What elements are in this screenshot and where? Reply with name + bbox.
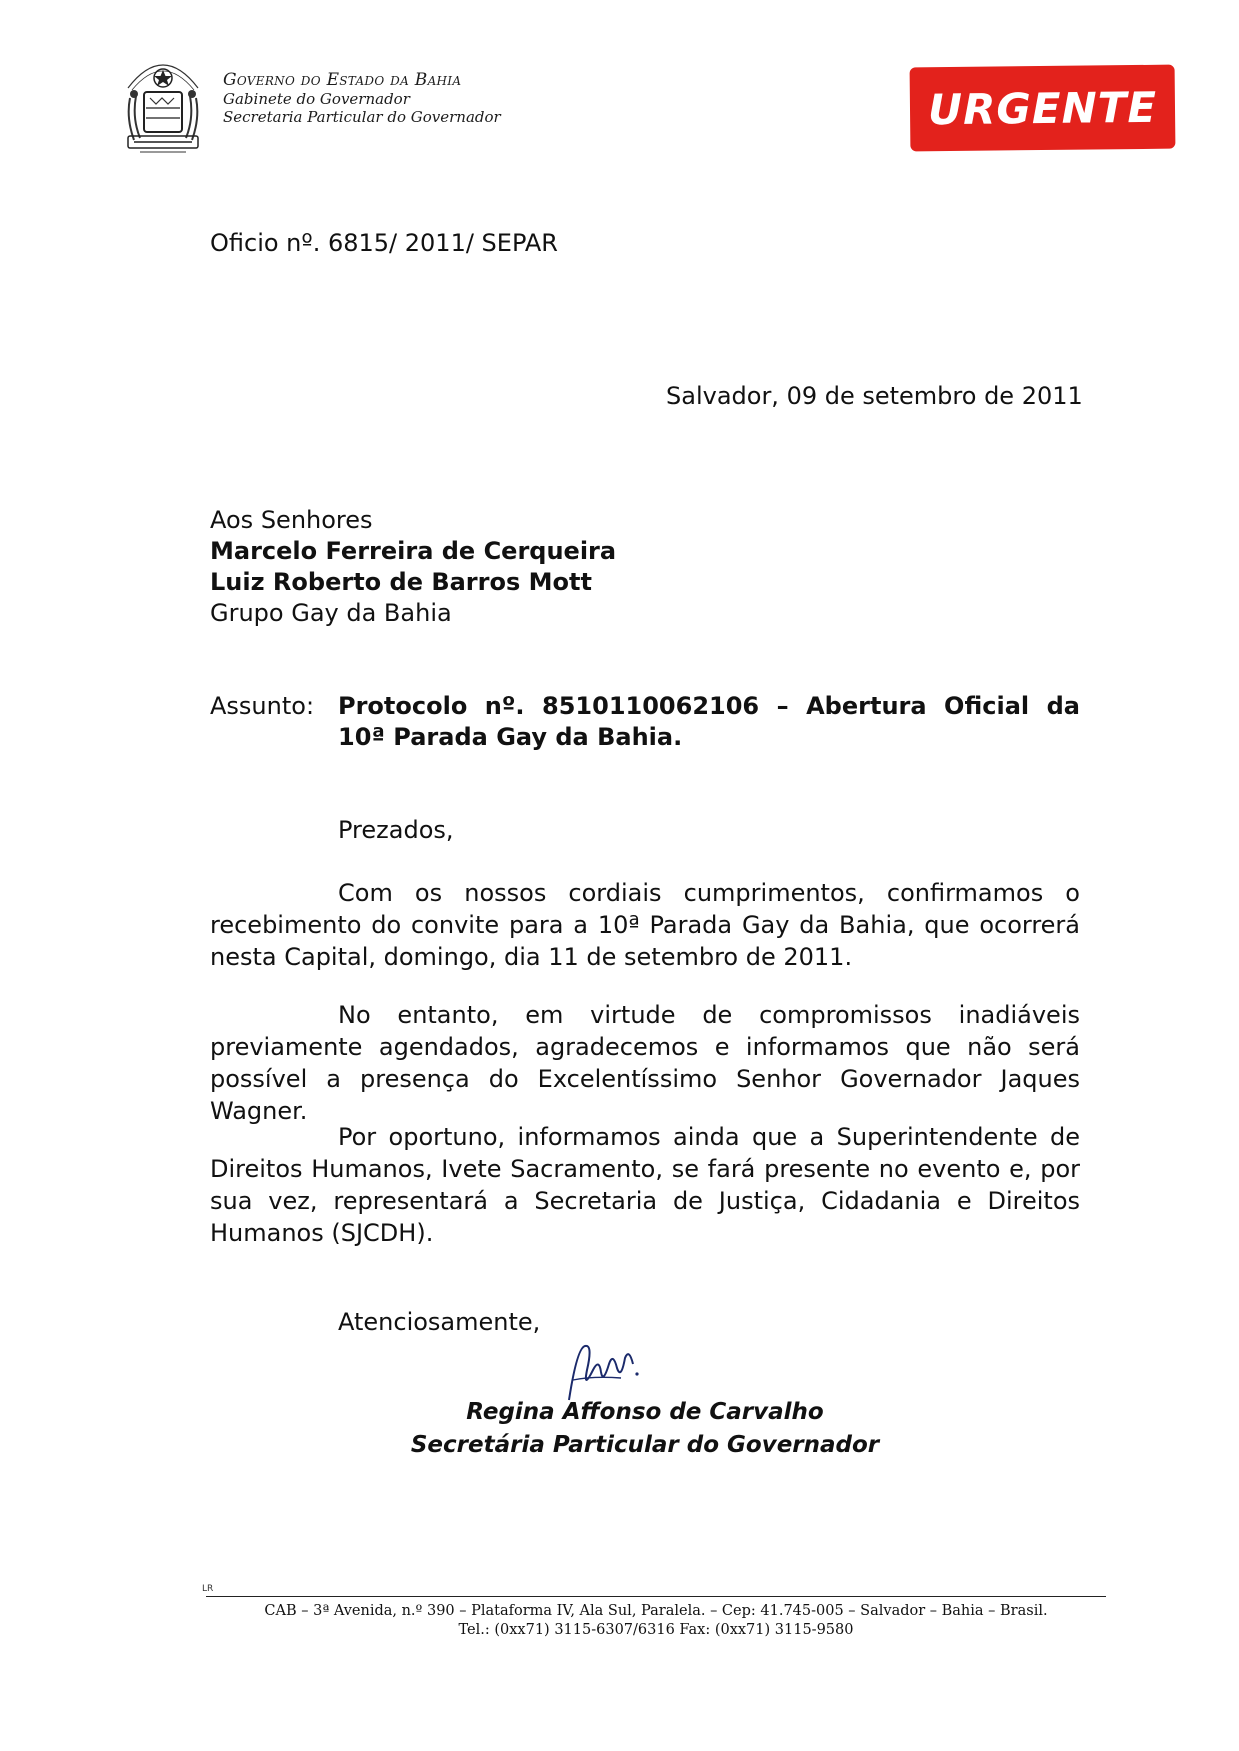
- subject-text: Protocolo nº. 8510110062106 – Abertura Oficial da 10ª Parada Gay da Bahia.: [338, 692, 1080, 751]
- signatory-title: Secretária Particular do Governador: [410, 1432, 880, 1458]
- footer-phones: Tel.: (0xx71) 3115-6307/6316 Fax: (0xx71) 3115-9580: [458, 1622, 854, 1638]
- subject-label: Assunto:: [210, 692, 315, 720]
- footer-divider: [206, 1596, 1106, 1597]
- recipients-block: [210, 505, 616, 629]
- footer-address: CAB – 3ª Avenida, n.º 390 – Plataforma IV, Ala Sul, Paralela. – Cep: 41.745-005 – Salvador – Bahia – Brasil.: [264, 1603, 1048, 1619]
- urgent-stamp: URGENTE: [910, 65, 1176, 152]
- body-paragraph: Com os nossos cordiais cumprimentos, confirmamos o recebimento do convite para a 10ª Parada Gay da Bahia, que ocorrerá nesta Capital, domingo, dia 11 de setembro de 2011.: [210, 879, 1080, 971]
- signatory-name: Regina Affonso de Carvalho: [466, 1399, 824, 1425]
- recipient-organization: Grupo Gay da Bahia: [210, 599, 452, 627]
- bahia-coat-of-arms-icon: [120, 48, 206, 158]
- oficio-number: Oficio nº. 6815/ 2011/ SEPAR: [210, 229, 558, 257]
- letterhead-cabinet: Gabinete do Governador: [223, 90, 410, 109]
- body-paragraph: No entanto, em virtude de compromissos inadiáveis previamente agendados, agradecemos e informamos que não será possível a presença do Excelentíssimo Senhor Governador Jaques Wagner.: [210, 1001, 1080, 1125]
- closing: Atenciosamente,: [338, 1308, 541, 1336]
- greeting: Prezados,: [338, 816, 454, 844]
- letter-date: Salvador, 09 de setembro de 2011: [666, 382, 1083, 410]
- body-paragraph: Por oportuno, informamos ainda que a Superintendente de Direitos Humanos, Ivete Sacramento, se fará presente no evento e, por sua vez, representará a Secretaria de Justiça, Cidadania e Direitos Humanos (SJCDH).: [210, 1123, 1080, 1247]
- signature-block: [400, 1396, 890, 1462]
- recipient-name: Marcelo Ferreira de Cerqueira: [210, 537, 617, 565]
- letterhead-government: Governo do Estado da Bahia: [223, 70, 462, 90]
- letterhead: [223, 70, 501, 126]
- recipients-salutation: Aos Senhores: [210, 506, 373, 534]
- typist-initials: LR: [202, 1584, 214, 1594]
- footer: [206, 1602, 1106, 1640]
- recipient-name: Luiz Roberto de Barros Mott: [210, 568, 592, 596]
- letterhead-secretariat: Secretaria Particular do Governador: [223, 108, 501, 127]
